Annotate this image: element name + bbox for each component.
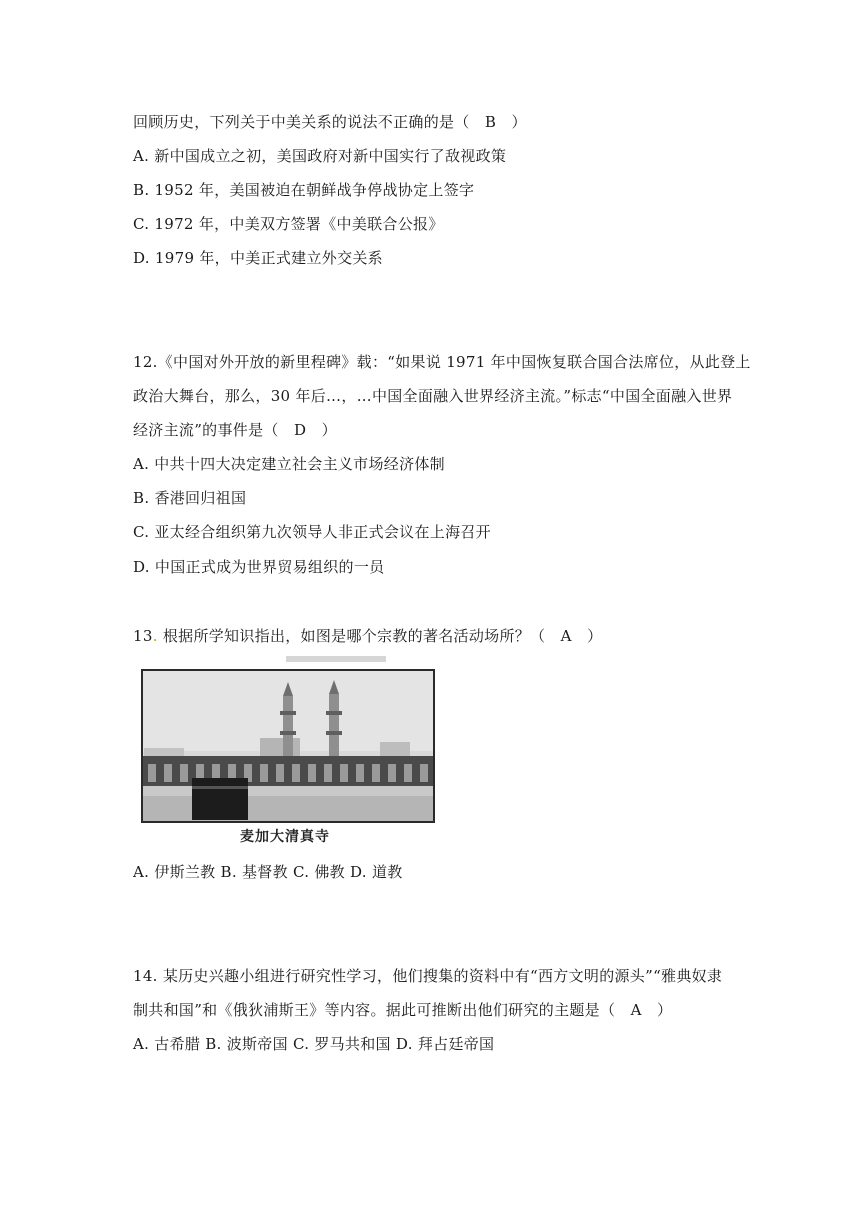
crowd	[143, 796, 433, 821]
question-14-options: A. 古希腊 B. 波斯帝国 C. 罗马共和国 D. 拜占廷帝国	[133, 1035, 495, 1053]
building	[260, 738, 300, 756]
question-11-option-b: B. 1952 年，美国被迫在朝鲜战争停战协定上签字	[133, 181, 475, 199]
question-12-option-a: A. 中共十四大决定建立社会主义市场经济体制	[133, 455, 445, 473]
building	[380, 742, 410, 756]
question-12-option-d: D. 中国正式成为世界贸易组织的一员	[133, 558, 385, 576]
photo-caption: 麦加大清真寺	[240, 829, 330, 845]
question-11-stem: 回顾历史，下列关于中美关系的说法不正确的是（ B ）	[133, 113, 527, 131]
question-14-stem-line-2: 制共和国”和《俄狄浦斯王》等内容。据此可推断出他们研究的主题是（ A ）	[133, 1001, 673, 1019]
question-12-option-b: B. 香港回归祖国	[133, 489, 247, 507]
mosque-photo-image	[130, 656, 436, 852]
question-11-option-a: A. 新中国成立之初，美国政府对新中国实行了敌视政策	[133, 147, 507, 165]
question-12-option-c: C. 亚太经合组织第九次领导人非正式会议在上海召开	[133, 523, 491, 541]
question-13-text: 根据所学知识指出，如图是哪个宗教的著名活动场所？（ A ）	[162, 627, 603, 645]
question-12-stem-line-2: 政治大舞台，那么，30 年后…，…中国全面融入世界经济主流。”标志“中国全面融入世界	[133, 387, 733, 405]
question-13-stem	[133, 626, 602, 646]
question-14-stem-line-1: 14. 某历史兴趣小组进行研究性学习，他们搜集的资料中有“西方文明的源头”“雅典奴隶	[133, 967, 723, 985]
question-13-dot: .	[152, 627, 158, 645]
scan-artifact	[286, 656, 386, 662]
question-11-option-c: C. 1972 年，中美双方签署《中美联合公报》	[133, 215, 444, 233]
mecca-mosque-photo	[130, 656, 436, 852]
kaaba	[192, 778, 248, 820]
question-12-stem-line-1: 12.《中国对外开放的新里程碑》载：“如果说 1971 年中国恢复联合国合法席位，从此登上	[133, 353, 751, 371]
question-12-stem-line-3: 经济主流”的事件是（ D ）	[133, 421, 337, 439]
question-11-option-d: D. 1979 年，中美正式建立外交关系	[133, 249, 383, 267]
question-13-options: A. 伊斯兰教 B. 基督教 C. 佛教 D. 道教	[133, 863, 403, 881]
kaaba-band	[192, 786, 248, 789]
question-13-number: 13	[133, 627, 153, 645]
